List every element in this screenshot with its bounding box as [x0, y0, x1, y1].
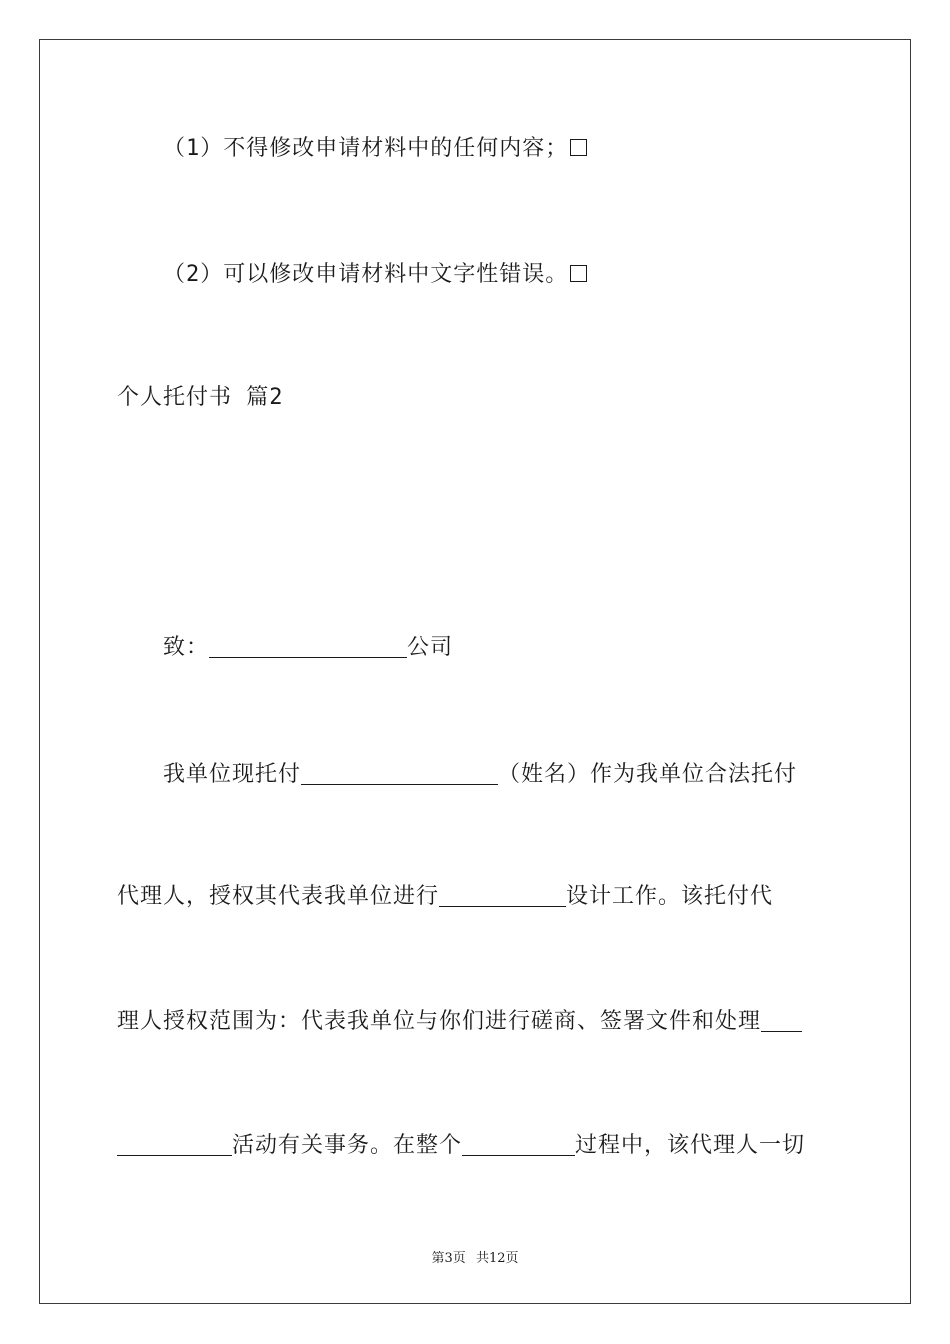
company-blank[interactable] [209, 635, 407, 658]
option-item-1 [163, 134, 587, 164]
total-pages: 共12页 [475, 1251, 519, 1266]
page-border [39, 39, 911, 1304]
p4-mid-text: 活动有关事务。在整个 [232, 1133, 463, 1158]
matter-blank-end[interactable] [117, 1133, 232, 1156]
option-item-2-text: （2）可以修改申请材料中文字性错误。 [163, 262, 569, 287]
p4-end-text: 过程中，该代理人一切 [575, 1133, 806, 1158]
p1-start-text: 我单位现托付 [163, 762, 302, 787]
paragraph-line-3 [117, 1007, 802, 1037]
checkbox-option-1[interactable] [570, 139, 587, 156]
salutation-suffix: 公司 [407, 635, 454, 660]
paragraph-line-4 [117, 1131, 805, 1161]
salutation-line [163, 633, 453, 663]
process-blank[interactable] [462, 1133, 575, 1156]
name-blank[interactable] [301, 762, 498, 785]
paragraph-line-1 [163, 760, 797, 790]
p3-text: 理人授权范围为：代表我单位与你们进行磋商、签署文件和处理 [117, 1009, 762, 1034]
salutation-prefix: 致： [163, 635, 210, 660]
section-title: 个人托付书 篇2 [117, 385, 284, 410]
page-number: 第3页 [431, 1251, 466, 1266]
p1-end-text: （姓名）作为我单位合法托付 [498, 762, 798, 787]
project-blank[interactable] [439, 884, 566, 907]
paragraph-line-2 [117, 882, 773, 912]
p2-end-text: 设计工作。该托付代 [566, 884, 774, 909]
option-item-2 [163, 260, 587, 290]
page-footer [0, 1247, 950, 1266]
option-item-1-text: （1）不得修改申请材料中的任何内容； [163, 136, 569, 161]
matter-blank-start[interactable] [761, 1009, 802, 1032]
checkbox-option-2[interactable] [570, 265, 587, 282]
p2-start-text: 代理人，授权其代表我单位进行 [117, 884, 440, 909]
